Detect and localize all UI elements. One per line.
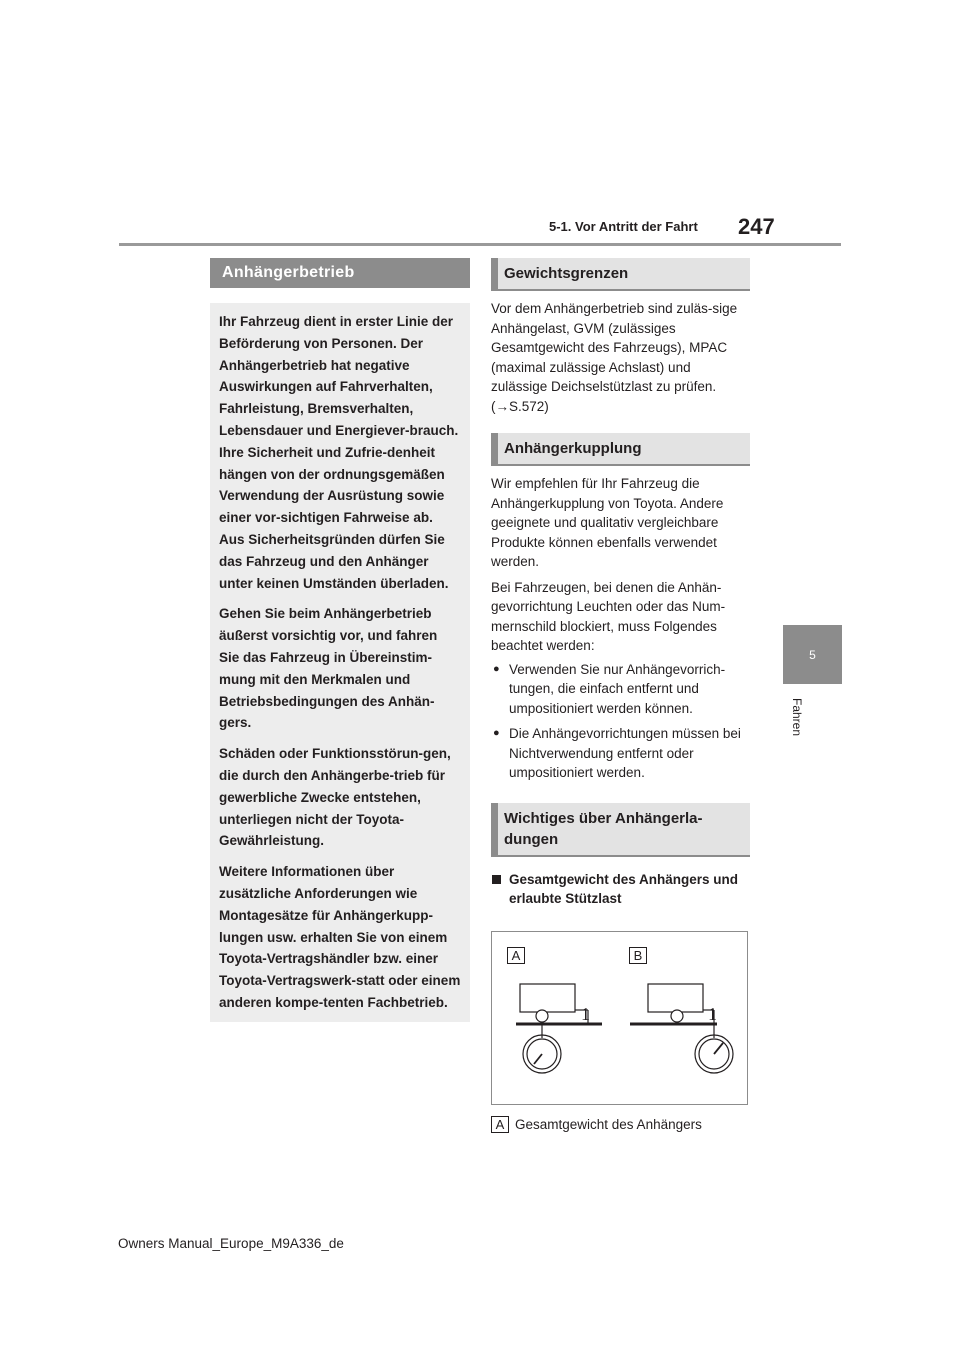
hitch-paragraph-2: Bei Fahrzeugen, bei denen die Anhän-gevorrichtung Leuchten oder das Num-mernschild blockiert, muss Folgendes beachtet werden: [491, 579, 726, 653]
section-heading-hitch: Anhängerkupplung [491, 433, 750, 466]
list-item: ● Verwenden Sie nur Anhängevorrich-tungen, die einfach entfernt und umpositioniert werden können. [491, 660, 750, 719]
trailer-wheel-a [536, 1010, 548, 1022]
trailer-body-a [520, 984, 575, 1012]
right-column [491, 258, 750, 1134]
left-column [210, 258, 470, 1022]
info-paragraph: Gehen Sie beim Anhängerbetrieb äußerst vorsichtig vor, und fahren Sie das Fahrzeug in Übereinstim-mung mit den Merkmalen und Betriebsbedingungen des Anhän-gers. [219, 606, 438, 731]
figure-caption [491, 1115, 750, 1135]
header-section-title: 5-1. Vor Antritt der Fahrt [549, 219, 698, 234]
weight-limits-text: Vor dem Anhängerbetrieb sind zuläs-sige Anhängelast, GVM (zulässiges Gesamtgewicht des Fahrzeugs), MPAC (maximal zulässige Achslast) und zulässige Deichselstützlast zu prüfen. (→S.572) [491, 301, 738, 414]
hitch-paragraph-1: Wir empfehlen für Ihr Fahrzeug die Anhängerkupplung von Toyota. Andere geeignete und qualitativ vergleichbare Produkte können ebenfalls verwendet werden. [491, 476, 724, 569]
info-paragraph: Weitere Informationen über zusätzliche Anforderungen wie Montagesätze für Anhängerkupp-lungen usw. erhalten Sie von einem Toyota-Vertragshändler bzw. einer Toyota-Vertragswerk-statt oder einem anderen kompe-tenten Fachbetrieb. [219, 864, 461, 1010]
caption-text: Gesamtgewicht des Anhängers [515, 1116, 702, 1132]
chapter-number: 5 [809, 647, 816, 662]
figure-label-b: B [629, 947, 647, 964]
trailer-weight-figure [491, 931, 748, 1105]
list-item: ● Die Anhängevorrichtungen müssen bei Nichtverwendung entfernt oder umpositioniert werden. [491, 724, 750, 783]
info-box [210, 303, 470, 1022]
page-number: 247 [738, 214, 775, 239]
subheading-gross-weight: Gesamtgewicht des Anhängers und erlaubte Stützlast [491, 870, 750, 909]
header-divider [119, 243, 841, 246]
info-paragraph: Ihr Fahrzeug dient in erster Linie der Beförderung von Personen. Der Anhängerbetrieb hat negative Auswirkungen auf Fahrverhalten, Fahrleistung, Bremsverhalten, Lebensdauer und Energiever-brauch. Ihre Sicherheit und Zufrie-denheit hängen von der ordnungsgemäßen Verwendung der Ausrüstung sowie einer vor-sichtigen Fahrweise ab. Aus Sicherheitsgründen dürfen Sie das Fahrzeug und den Anhänger unter keinen Umständen überladen. [219, 314, 459, 591]
arrow-mark-a: 1 [581, 1003, 590, 1024]
hitch-bullet-list [491, 660, 750, 783]
left-heading: Anhängerbetrieb [210, 258, 470, 288]
chapter-label: Fahren [790, 698, 804, 737]
trailer-scale-illustration [492, 932, 747, 1104]
figure-label-a: A [507, 947, 525, 964]
caption-label: A [491, 1116, 509, 1133]
arrow-mark-b: 1 [708, 1003, 717, 1024]
chapter-tab [783, 625, 842, 684]
section-heading-weight-limits: Gewichtsgrenzen [491, 258, 750, 291]
trailer-wheel-b [671, 1010, 683, 1022]
trailer-body-b [648, 984, 703, 1012]
section-heading-trailer-loads: Wichtiges über Anhängerla-dungen [491, 803, 750, 857]
footer-document-id: Owners Manual_Europe_M9A336_de [118, 1236, 344, 1251]
info-paragraph: Schäden oder Funktionsstörun-gen, die durch den Anhängerbe-trieb für gewerbliche Zwecke entstehen, unterliegen nicht der Toyota-Gewährleistung. [219, 746, 451, 849]
